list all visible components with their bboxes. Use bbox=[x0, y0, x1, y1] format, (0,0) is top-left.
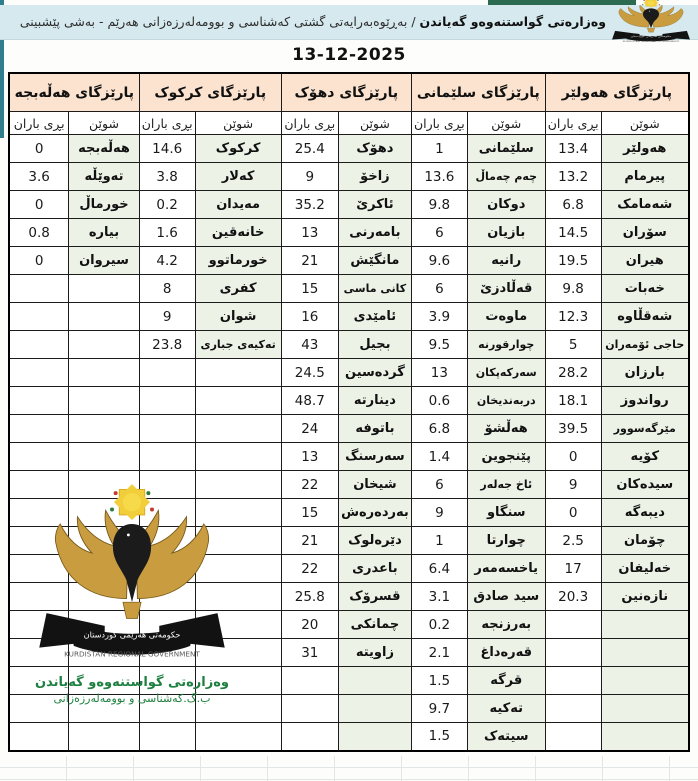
governorate-header-sulaymaniyah: پارێزگای سلێمانی bbox=[411, 73, 545, 112]
rain-value-cell-kirkuk: 3.8 bbox=[139, 163, 195, 191]
rain-value-cell-erbil bbox=[545, 695, 601, 723]
rain-value-cell-kirkuk: 0.2 bbox=[139, 191, 195, 219]
rain-value-cell-duhok: 16 bbox=[281, 303, 338, 331]
rain-value-cell-sulaymaniyah: 0.6 bbox=[411, 387, 467, 415]
location-cell-duhok: دێرەلوک bbox=[338, 527, 411, 555]
subheader-location-duhok: شوێن bbox=[338, 112, 411, 135]
table-row bbox=[9, 135, 689, 163]
rain-value-cell-erbil: 20.3 bbox=[545, 583, 601, 611]
rain-value-cell-erbil: 9.8 bbox=[545, 275, 601, 303]
location-cell-kirkuk bbox=[195, 415, 281, 443]
location-cell-sulaymaniyah: سیتەک bbox=[467, 723, 545, 751]
location-cell-halabja bbox=[69, 415, 139, 443]
rain-value-cell-sulaymaniyah: 9.7 bbox=[411, 695, 467, 723]
subheader-location-sulaymaniyah: شوێن bbox=[467, 112, 545, 135]
location-cell-erbil: شەمامک bbox=[601, 191, 689, 219]
rain-value-cell-halabja bbox=[9, 527, 69, 555]
location-cell-halabja: سیروان bbox=[69, 247, 139, 275]
rain-value-cell-erbil: 5 bbox=[545, 331, 601, 359]
location-cell-kirkuk: شوان bbox=[195, 303, 281, 331]
rain-value-cell-duhok: 35.2 bbox=[281, 191, 338, 219]
location-cell-kirkuk: کەلار bbox=[195, 163, 281, 191]
location-cell-kirkuk bbox=[195, 499, 281, 527]
rain-value-cell-erbil bbox=[545, 667, 601, 695]
rain-value-cell-duhok: 15 bbox=[281, 275, 338, 303]
location-cell-sulaymaniyah: بەرزنجە bbox=[467, 611, 545, 639]
location-cell-kirkuk bbox=[195, 443, 281, 471]
location-cell-halabja: خورماڵ bbox=[69, 191, 139, 219]
rain-value-cell-halabja bbox=[9, 583, 69, 611]
location-cell-kirkuk bbox=[195, 527, 281, 555]
location-cell-erbil: نازەنین bbox=[601, 583, 689, 611]
location-cell-sulaymaniyah: پێنجوین bbox=[467, 443, 545, 471]
location-cell-sulaymaniyah: بازیان bbox=[467, 219, 545, 247]
location-cell-sulaymaniyah: یاخسەمەر bbox=[467, 555, 545, 583]
location-cell-halabja bbox=[69, 527, 139, 555]
location-cell-halabja bbox=[69, 667, 139, 695]
rain-value-cell-sulaymaniyah: 6.8 bbox=[411, 415, 467, 443]
location-cell-halabja bbox=[69, 555, 139, 583]
location-cell-duhok: باعدری bbox=[338, 555, 411, 583]
location-cell-kirkuk: خانەقین bbox=[195, 219, 281, 247]
location-cell-halabja bbox=[69, 359, 139, 387]
location-cell-duhok: زاخۆ bbox=[338, 163, 411, 191]
table-row bbox=[9, 191, 689, 219]
rain-value-cell-kirkuk: 4.2 bbox=[139, 247, 195, 275]
rain-value-cell-sulaymaniyah: 1 bbox=[411, 527, 467, 555]
rain-value-cell-duhok: 13 bbox=[281, 443, 338, 471]
location-cell-duhok: مانگێش bbox=[338, 247, 411, 275]
rain-value-cell-erbil: 13.4 bbox=[545, 135, 601, 163]
rain-value-cell-duhok: 25.4 bbox=[281, 135, 338, 163]
rain-value-cell-duhok: 43 bbox=[281, 331, 338, 359]
location-cell-erbil: هیران bbox=[601, 247, 689, 275]
location-cell-halabja bbox=[69, 723, 139, 751]
rain-value-cell-sulaymaniyah: 6.4 bbox=[411, 555, 467, 583]
rain-value-cell-halabja bbox=[9, 303, 69, 331]
location-cell-halabja bbox=[69, 331, 139, 359]
subheader-location-halabja: شوێن bbox=[69, 112, 139, 135]
rainfall-table-head bbox=[9, 73, 689, 135]
rain-value-cell-halabja bbox=[9, 639, 69, 667]
rain-value-cell-halabja bbox=[9, 331, 69, 359]
location-cell-duhok bbox=[338, 723, 411, 751]
rain-value-cell-erbil: 18.1 bbox=[545, 387, 601, 415]
rain-value-cell-erbil: 14.5 bbox=[545, 219, 601, 247]
rain-value-cell-erbil: 13.2 bbox=[545, 163, 601, 191]
rain-value-cell-sulaymaniyah: 1.4 bbox=[411, 443, 467, 471]
rain-value-cell-erbil: 0 bbox=[545, 499, 601, 527]
rain-value-cell-sulaymaniyah: 1.5 bbox=[411, 667, 467, 695]
subheader-rain-kirkuk: بڕی باران bbox=[139, 112, 195, 135]
location-cell-erbil: چۆمان bbox=[601, 527, 689, 555]
rain-value-cell-sulaymaniyah: 2.1 bbox=[411, 639, 467, 667]
krg-emblem-small bbox=[609, 0, 693, 45]
rain-value-cell-halabja: 0 bbox=[9, 135, 69, 163]
rain-value-cell-erbil: 6.8 bbox=[545, 191, 601, 219]
logo-ministry-text: وەزارەتی گواستنەوەو گەیاندن bbox=[35, 675, 229, 690]
location-cell-halabja bbox=[69, 387, 139, 415]
location-cell-halabja bbox=[69, 611, 139, 639]
table-row bbox=[9, 583, 689, 611]
table-row bbox=[9, 527, 689, 555]
rain-value-cell-duhok: 13 bbox=[281, 219, 338, 247]
rain-value-cell-sulaymaniyah: 6 bbox=[411, 219, 467, 247]
rain-value-cell-kirkuk: 9 bbox=[139, 303, 195, 331]
rain-value-cell-sulaymaniyah: 6 bbox=[411, 471, 467, 499]
location-cell-sulaymaniyah: قەڵادزێ bbox=[467, 275, 545, 303]
location-cell-erbil: هەولێر bbox=[601, 135, 689, 163]
rain-value-cell-kirkuk bbox=[139, 527, 195, 555]
location-cell-halabja bbox=[69, 471, 139, 499]
table-row bbox=[9, 331, 689, 359]
location-cell-halabja bbox=[69, 275, 139, 303]
rain-value-cell-erbil: 28.2 bbox=[545, 359, 601, 387]
location-cell-duhok: دینارتە bbox=[338, 387, 411, 415]
location-cell-halabja bbox=[69, 499, 139, 527]
location-cell-sulaymaniyah: ئاخ جەلەر bbox=[467, 471, 545, 499]
location-cell-halabja: هەڵەبجە bbox=[69, 135, 139, 163]
location-cell-kirkuk bbox=[195, 695, 281, 723]
rain-value-cell-kirkuk: 1.6 bbox=[139, 219, 195, 247]
location-cell-erbil: پیرمام bbox=[601, 163, 689, 191]
location-cell-duhok bbox=[338, 667, 411, 695]
location-cell-sulaymaniyah: سەرکەپکان bbox=[467, 359, 545, 387]
rain-value-cell-sulaymaniyah: 13 bbox=[411, 359, 467, 387]
location-cell-erbil: دیبەگە bbox=[601, 499, 689, 527]
governorate-header-erbil: پارێزگای هەولێر bbox=[545, 73, 689, 112]
rain-value-cell-erbil: 9 bbox=[545, 471, 601, 499]
location-cell-erbil: مێرگەسوور bbox=[601, 415, 689, 443]
rain-value-cell-duhok: 9 bbox=[281, 163, 338, 191]
location-cell-kirkuk: کرکوک bbox=[195, 135, 281, 163]
subheader-location-erbil: شوێن bbox=[601, 112, 689, 135]
location-cell-erbil: رواندوز bbox=[601, 387, 689, 415]
location-cell-duhok: شیخان bbox=[338, 471, 411, 499]
location-cell-duhok: قسرۆک bbox=[338, 583, 411, 611]
rain-value-cell-kirkuk bbox=[139, 359, 195, 387]
rain-value-cell-erbil: 19.5 bbox=[545, 247, 601, 275]
subheader-rain-halabja: بڕی باران bbox=[9, 112, 69, 135]
rain-value-cell-halabja bbox=[9, 611, 69, 639]
location-cell-kirkuk bbox=[195, 611, 281, 639]
table-row bbox=[9, 639, 689, 667]
location-cell-kirkuk bbox=[195, 471, 281, 499]
rain-value-cell-kirkuk bbox=[139, 667, 195, 695]
rain-value-cell-duhok: 22 bbox=[281, 555, 338, 583]
location-cell-halabja bbox=[69, 303, 139, 331]
rain-value-cell-sulaymaniyah: 9.8 bbox=[411, 191, 467, 219]
location-cell-halabja bbox=[69, 695, 139, 723]
location-cell-sulaymaniyah: سید صادق bbox=[467, 583, 545, 611]
location-cell-duhok: ئامێدی bbox=[338, 303, 411, 331]
rain-value-cell-duhok: 24.5 bbox=[281, 359, 338, 387]
rain-value-cell-halabja: 0 bbox=[9, 191, 69, 219]
rain-value-cell-sulaymaniyah: 0.2 bbox=[411, 611, 467, 639]
table-row bbox=[9, 695, 689, 723]
rain-value-cell-erbil: 12.3 bbox=[545, 303, 601, 331]
rain-value-cell-halabja: 0 bbox=[9, 247, 69, 275]
rain-value-cell-halabja bbox=[9, 387, 69, 415]
table-row bbox=[9, 415, 689, 443]
rain-value-cell-erbil bbox=[545, 639, 601, 667]
location-cell-kirkuk bbox=[195, 555, 281, 583]
table-row bbox=[9, 499, 689, 527]
rain-value-cell-halabja bbox=[9, 723, 69, 751]
rain-value-cell-duhok: 15 bbox=[281, 499, 338, 527]
location-cell-sulaymaniyah: دوکان bbox=[467, 191, 545, 219]
location-cell-sulaymaniyah: هەڵشۆ bbox=[467, 415, 545, 443]
table-row bbox=[9, 555, 689, 583]
rain-value-cell-duhok: 22 bbox=[281, 471, 338, 499]
location-cell-kirkuk bbox=[195, 359, 281, 387]
table-row bbox=[9, 219, 689, 247]
rain-value-cell-halabja bbox=[9, 359, 69, 387]
rain-value-cell-sulaymaniyah: 9 bbox=[411, 499, 467, 527]
table-row bbox=[9, 247, 689, 275]
rain-value-cell-kirkuk bbox=[139, 387, 195, 415]
location-cell-sulaymaniyah: چوارقورنە bbox=[467, 331, 545, 359]
table-row bbox=[9, 443, 689, 471]
rain-value-cell-duhok bbox=[281, 667, 338, 695]
location-cell-kirkuk: تەکیەی جباری bbox=[195, 331, 281, 359]
rain-value-cell-sulaymaniyah: 3.9 bbox=[411, 303, 467, 331]
rain-value-cell-duhok: 20 bbox=[281, 611, 338, 639]
location-cell-duhok: باتوفە bbox=[338, 415, 411, 443]
location-cell-erbil: کۆیە bbox=[601, 443, 689, 471]
rain-value-cell-halabja: 3.6 bbox=[9, 163, 69, 191]
location-cell-halabja: بیارە bbox=[69, 219, 139, 247]
location-cell-sulaymaniyah: تەکیە bbox=[467, 695, 545, 723]
rainfall-table bbox=[8, 72, 690, 752]
rain-value-cell-halabja bbox=[9, 667, 69, 695]
table-row bbox=[9, 387, 689, 415]
header-banner bbox=[0, 5, 698, 40]
table-row bbox=[9, 303, 689, 331]
governorate-header-halabja: پارێزگای هەڵەبجە bbox=[9, 73, 139, 112]
rain-value-cell-duhok: 21 bbox=[281, 527, 338, 555]
location-cell-duhok: چمانکی bbox=[338, 611, 411, 639]
table-row bbox=[9, 359, 689, 387]
rain-value-cell-erbil: 2.5 bbox=[545, 527, 601, 555]
rain-value-cell-erbil: 17 bbox=[545, 555, 601, 583]
ministry-name: وەزارەتی گواستنەوەو گەیاندن bbox=[419, 14, 606, 29]
table-row bbox=[9, 275, 689, 303]
rain-value-cell-halabja bbox=[9, 471, 69, 499]
ministry-header-title bbox=[20, 14, 606, 29]
location-cell-kirkuk bbox=[195, 667, 281, 695]
rain-value-cell-duhok: 25.8 bbox=[281, 583, 338, 611]
rain-value-cell-duhok bbox=[281, 695, 338, 723]
rain-value-cell-sulaymaniyah: 6 bbox=[411, 275, 467, 303]
subheader-rain-erbil: بڕی باران bbox=[545, 112, 601, 135]
location-cell-erbil bbox=[601, 667, 689, 695]
rain-value-cell-kirkuk bbox=[139, 499, 195, 527]
location-cell-sulaymaniyah: ماوەت bbox=[467, 303, 545, 331]
rain-value-cell-duhok: 21 bbox=[281, 247, 338, 275]
location-cell-kirkuk: خورماتوو bbox=[195, 247, 281, 275]
rain-value-cell-sulaymaniyah: 9.6 bbox=[411, 247, 467, 275]
location-cell-erbil: بارزان bbox=[601, 359, 689, 387]
location-cell-sulaymaniyah: قرگە bbox=[467, 667, 545, 695]
location-cell-duhok: سەرسنگ bbox=[338, 443, 411, 471]
rain-value-cell-kirkuk bbox=[139, 695, 195, 723]
rain-value-cell-halabja bbox=[9, 499, 69, 527]
location-cell-halabja bbox=[69, 583, 139, 611]
rain-value-cell-duhok: 24 bbox=[281, 415, 338, 443]
rain-value-cell-kirkuk: 14.6 bbox=[139, 135, 195, 163]
location-cell-erbil bbox=[601, 695, 689, 723]
governorate-header-duhok: پارێزگای دهۆک bbox=[281, 73, 411, 112]
location-cell-duhok bbox=[338, 695, 411, 723]
location-cell-duhok: بامەرنی bbox=[338, 219, 411, 247]
rain-value-cell-erbil: 0 bbox=[545, 443, 601, 471]
rain-value-cell-halabja bbox=[9, 443, 69, 471]
rain-value-cell-erbil: 39.5 bbox=[545, 415, 601, 443]
location-cell-duhok: بجیل bbox=[338, 331, 411, 359]
location-cell-erbil bbox=[601, 611, 689, 639]
location-cell-duhok: زاویتە bbox=[338, 639, 411, 667]
location-cell-erbil: حاجی ئۆمەران bbox=[601, 331, 689, 359]
location-cell-sulaymaniyah: دربەندیخان bbox=[467, 387, 545, 415]
rainfall-table-body bbox=[9, 135, 689, 751]
location-cell-kirkuk: مەیدان bbox=[195, 191, 281, 219]
rain-value-cell-kirkuk bbox=[139, 583, 195, 611]
table-row bbox=[9, 471, 689, 499]
rain-value-cell-sulaymaniyah: 13.6 bbox=[411, 163, 467, 191]
directorate-name: / بەڕێوەبەرایەتی گشتی کەشناسی و بوومەلەرزەزانی هەرێم - بەشی پێشبینی bbox=[19, 14, 420, 29]
rain-value-cell-kirkuk bbox=[139, 723, 195, 751]
rain-value-cell-duhok: 48.7 bbox=[281, 387, 338, 415]
location-cell-kirkuk bbox=[195, 639, 281, 667]
table-row bbox=[9, 723, 689, 751]
rain-value-cell-halabja bbox=[9, 415, 69, 443]
rain-value-cell-halabja bbox=[9, 695, 69, 723]
logo-department-text: ب.گ.کەشناسی و بوومەلەرزەزانی bbox=[53, 692, 211, 705]
spreadsheet-gridlines bbox=[0, 756, 698, 781]
location-cell-sulaymaniyah: قەرەداغ bbox=[467, 639, 545, 667]
location-cell-sulaymaniyah: سنگاو bbox=[467, 499, 545, 527]
location-cell-halabja bbox=[69, 639, 139, 667]
location-cell-erbil: سۆران bbox=[601, 219, 689, 247]
location-cell-kirkuk bbox=[195, 583, 281, 611]
rain-value-cell-sulaymaniyah: 3.1 bbox=[411, 583, 467, 611]
location-cell-duhok: ئاکرێ bbox=[338, 191, 411, 219]
rain-value-cell-duhok bbox=[281, 723, 338, 751]
location-cell-kirkuk bbox=[195, 387, 281, 415]
rain-value-cell-duhok: 31 bbox=[281, 639, 338, 667]
location-cell-sulaymaniyah: چوارتا bbox=[467, 527, 545, 555]
rain-value-cell-halabja: 0.8 bbox=[9, 219, 69, 247]
rain-value-cell-kirkuk: 8 bbox=[139, 275, 195, 303]
location-cell-halabja bbox=[69, 443, 139, 471]
location-cell-erbil: شەقڵاوە bbox=[601, 303, 689, 331]
location-cell-sulaymaniyah: چەم چەماڵ bbox=[467, 163, 545, 191]
location-cell-duhok: بەردەرەش bbox=[338, 499, 411, 527]
location-cell-kirkuk bbox=[195, 723, 281, 751]
location-cell-erbil bbox=[601, 723, 689, 751]
rain-value-cell-sulaymaniyah: 1.5 bbox=[411, 723, 467, 751]
location-cell-kirkuk: کفری bbox=[195, 275, 281, 303]
subheader-rain-sulaymaniyah: بڕی باران bbox=[411, 112, 467, 135]
rain-value-cell-sulaymaniyah: 9.5 bbox=[411, 331, 467, 359]
rain-value-cell-kirkuk bbox=[139, 611, 195, 639]
rain-value-cell-erbil bbox=[545, 611, 601, 639]
rain-value-cell-kirkuk bbox=[139, 555, 195, 583]
bulletin-date: 13-12-2025 bbox=[292, 45, 406, 65]
rain-value-cell-sulaymaniyah: 1 bbox=[411, 135, 467, 163]
subheader-rain-duhok: بڕی باران bbox=[281, 112, 338, 135]
table-row bbox=[9, 163, 689, 191]
subheader-location-kirkuk: شوێن bbox=[195, 112, 281, 135]
location-cell-sulaymaniyah: رانیە bbox=[467, 247, 545, 275]
location-cell-duhok: گردەسین bbox=[338, 359, 411, 387]
rain-value-cell-kirkuk bbox=[139, 471, 195, 499]
location-cell-sulaymaniyah: سلێمانی bbox=[467, 135, 545, 163]
rain-value-cell-kirkuk: 23.8 bbox=[139, 331, 195, 359]
governorate-header-kirkuk: پارێزگای کرکوک bbox=[139, 73, 281, 112]
location-cell-duhok: دهۆک bbox=[338, 135, 411, 163]
location-cell-halabja: تەوێڵە bbox=[69, 163, 139, 191]
rain-value-cell-halabja bbox=[9, 555, 69, 583]
rain-value-cell-kirkuk bbox=[139, 639, 195, 667]
location-cell-erbil: سیدەکان bbox=[601, 471, 689, 499]
rain-value-cell-halabja bbox=[9, 275, 69, 303]
table-row bbox=[9, 667, 689, 695]
table-row bbox=[9, 611, 689, 639]
location-cell-erbil bbox=[601, 639, 689, 667]
rain-value-cell-erbil bbox=[545, 723, 601, 751]
location-cell-erbil: خەلیفان bbox=[601, 555, 689, 583]
rain-value-cell-kirkuk bbox=[139, 443, 195, 471]
location-cell-erbil: خەبات bbox=[601, 275, 689, 303]
location-cell-duhok: کانی ماسی bbox=[338, 275, 411, 303]
rain-value-cell-kirkuk bbox=[139, 415, 195, 443]
